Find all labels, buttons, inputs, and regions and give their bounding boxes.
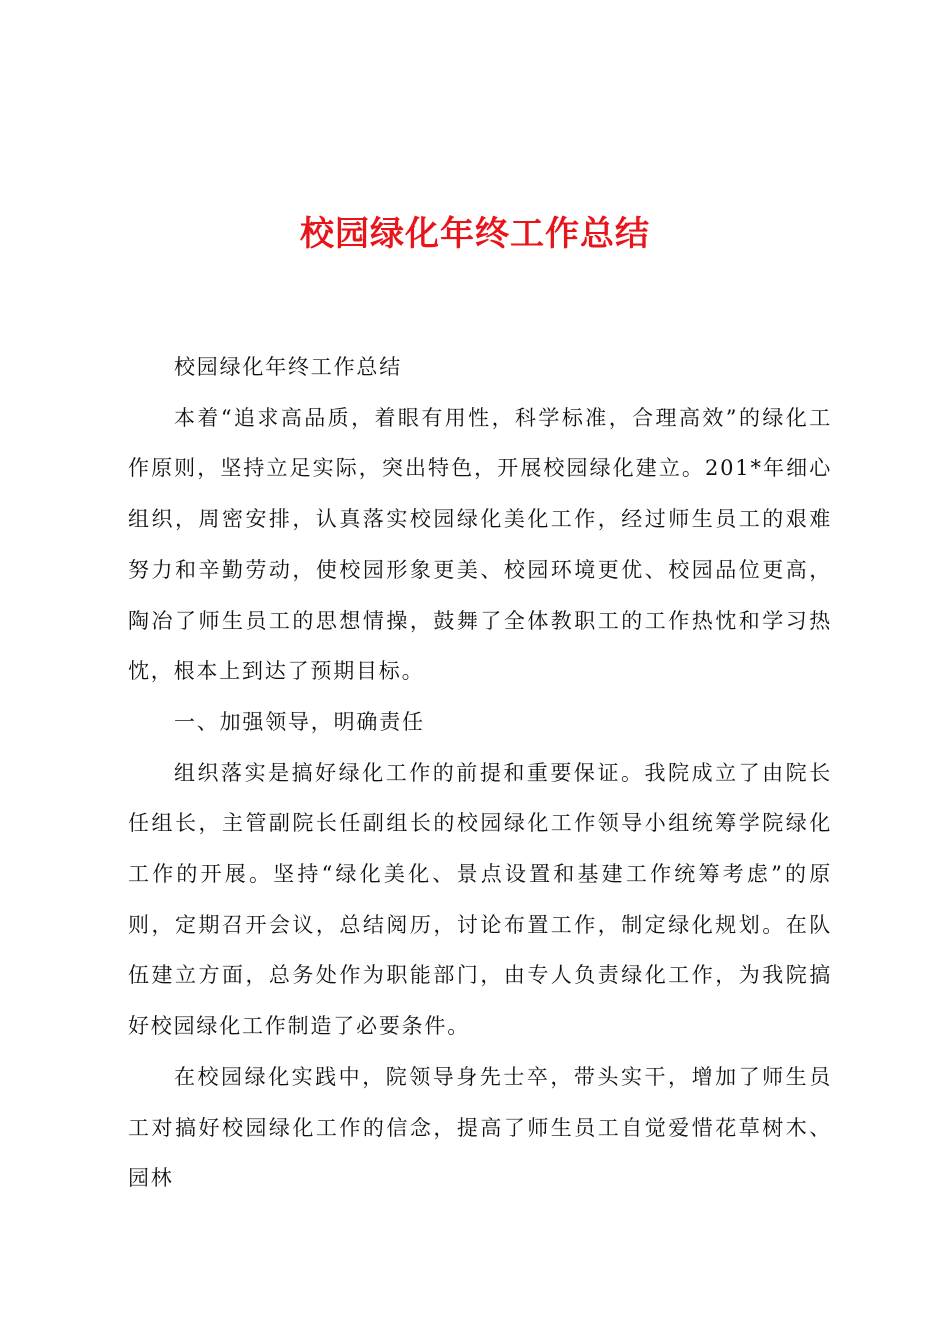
document-body: [128, 342, 832, 1204]
paragraph-organization: 组织落实是搞好绿化工作的前提和重要保证。我院成立了由院长任组长，主管副院长任副组长的校园绿化工作领导小组统筹学院绿化工作的开展。坚持“绿化美化、景点设置和基建工作统筹考虑”的原则，定期召开会议，总结阅历，讨论布置工作，制定绿化规划。在队伍建立方面，总务处作为职能部门，由专人负责绿化工作，为我院搞好校园绿化工作制造了必要条件。: [128, 760, 832, 1039]
paragraph-practice: 在校园绿化实践中，院领导身先士卒，带头实干，增加了师生员工对搞好校园绿化工作的信念，提高了师生员工自觉爱惜花草树木、园林: [128, 1064, 832, 1191]
paragraph-intro: 本着“追求高品质，着眼有用性，科学标准，合理高效”的绿化工作原则，坚持立足实际，突出特色，开展校园绿化建立。201*年细心组织，周密安排，认真落实校园绿化美化工作，经过师生员工的艰难努力和辛勤劳动，使校园形象更美、校园环境更优、校园品位更高，陶冶了师生员工的思想情操，鼓舞了全体教职工的工作热忱和学习热忱，根本上到达了预期目标。: [128, 405, 832, 684]
section-heading-1: 一、加强领导，明确责任: [174, 709, 425, 734]
paragraph-heading: 校园绿化年终工作总结: [174, 355, 402, 379]
document-title: 校园绿化年终工作总结: [300, 214, 650, 254]
